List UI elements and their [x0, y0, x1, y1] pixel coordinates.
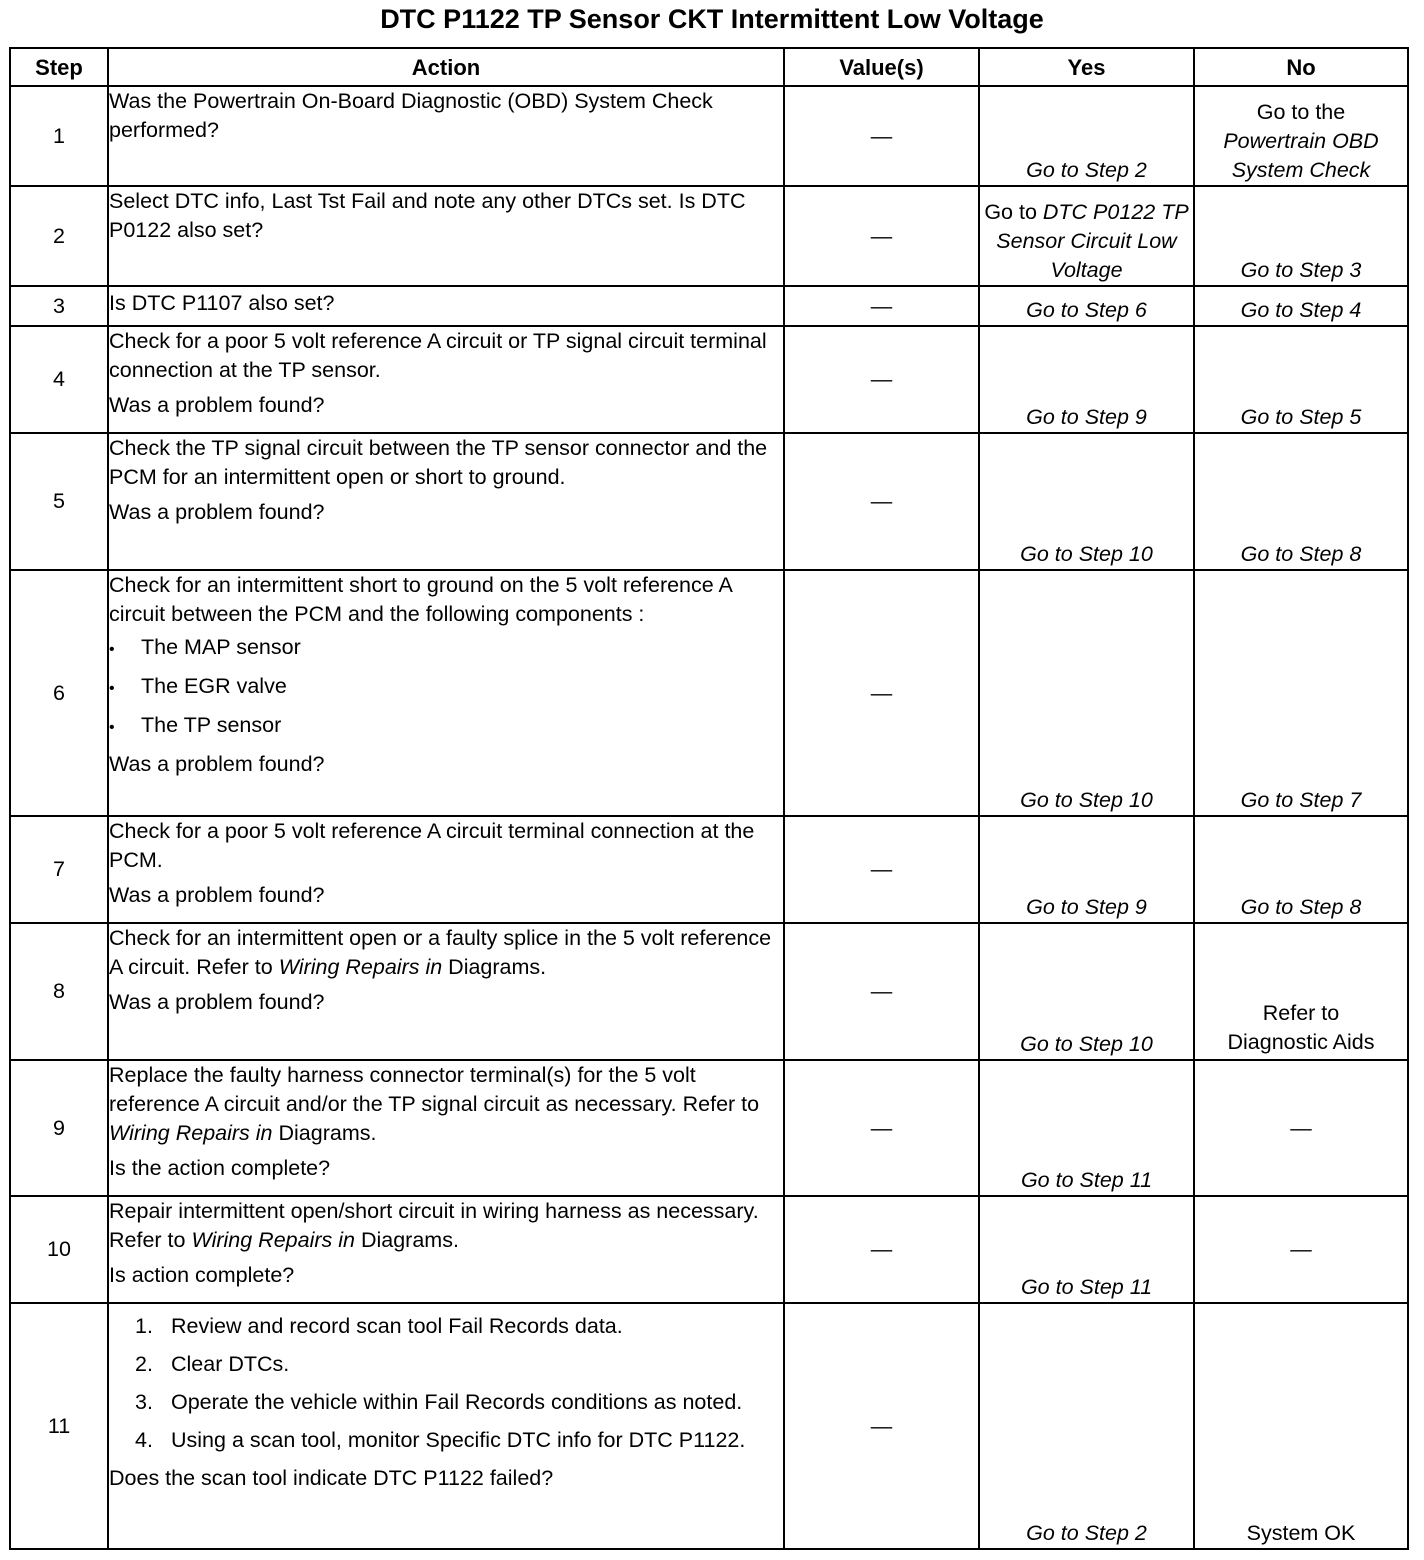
no-cell: — [1194, 1196, 1408, 1303]
value-cell: — [784, 286, 979, 326]
action-cell [108, 1060, 784, 1196]
action-text: Was the Powertrain On-Board Diagnostic (OBD) System Check performed? [109, 89, 713, 142]
action-text-part: Check for an intermittent open or a faulty splice in the 5 volt reference A circuit. Refer to [109, 926, 772, 979]
step-number: 3 [10, 286, 108, 326]
header-no: No [1194, 48, 1408, 86]
yes-cell: Go to Step 9 [979, 326, 1194, 433]
yes-cell: Go to Step 11 [979, 1060, 1194, 1196]
action-question: Is action complete? [109, 1263, 295, 1287]
action-text: Select DTC info, Last Tst Fail and note any other DTCs set. Is DTC P0122 also set? [109, 189, 746, 242]
list-item [135, 1350, 783, 1379]
action-text-part: Diagrams. [448, 955, 547, 979]
table-row [10, 816, 1408, 923]
step-number: 8 [10, 923, 108, 1060]
table-row [10, 186, 1408, 286]
action-cell [108, 286, 784, 326]
list-item [135, 1426, 783, 1455]
step-number: 11 [10, 1303, 108, 1549]
action-text [109, 1197, 783, 1255]
yes-link: DTC P0122 TP Sensor Circuit Low Voltage [996, 200, 1189, 282]
action-cell [108, 570, 784, 816]
no-cell: Go to Step 5 [1194, 326, 1408, 433]
header-action: Action [108, 48, 784, 86]
action-text: Is DTC P1107 also set? [109, 291, 335, 315]
step-number: 2 [10, 186, 108, 286]
value-cell: — [784, 1303, 979, 1549]
yes-cell: Go to Step 10 [979, 433, 1194, 570]
header-yes: Yes [979, 48, 1194, 86]
table-row [10, 86, 1408, 186]
yes-cell: Go to Step 6 [979, 286, 1194, 326]
item-text: Using a scan tool, monitor Specific DTC info for DTC P1122. [171, 1428, 746, 1452]
no-link: Powertrain OBD System Check [1223, 129, 1379, 182]
action-cell [108, 86, 784, 186]
action-question: Was a problem found? [109, 990, 325, 1014]
wiring-repairs-reference: Wiring Repairs in [109, 1121, 273, 1145]
table-row [10, 433, 1408, 570]
action-text-part: Diagrams. [360, 1228, 459, 1252]
no-cell [1194, 86, 1408, 186]
step-number: 1 [10, 86, 108, 186]
no-cell: Go to Step 8 [1194, 816, 1408, 923]
yes-cell: Go to Step 9 [979, 816, 1194, 923]
item-number: 4. [135, 1428, 153, 1452]
value-cell: — [784, 326, 979, 433]
action-cell [108, 1303, 784, 1549]
no-cell: Refer to Diagnostic Aids [1194, 923, 1408, 1060]
no-cell: Go to Step 7 [1194, 570, 1408, 816]
action-cell [108, 433, 784, 570]
item-text: Review and record scan tool Fail Records data. [171, 1314, 623, 1338]
table-row [10, 923, 1408, 1060]
value-cell: — [784, 923, 979, 1060]
action-cell [108, 816, 784, 923]
item-text: Operate the vehicle within Fail Records conditions as noted. [171, 1390, 743, 1414]
diagnostic-table [9, 47, 1409, 1550]
component-list [109, 633, 783, 742]
wiring-repairs-reference: Wiring Repairs in [278, 955, 443, 979]
procedure-list [109, 1312, 783, 1455]
table-row [10, 1196, 1408, 1303]
page-title: DTC P1122 TP Sensor CKT Intermittent Low Voltage [380, 4, 1044, 34]
action-cell [108, 1196, 784, 1303]
step-number: 7 [10, 816, 108, 923]
step-number: 9 [10, 1060, 108, 1196]
action-question: Is the action complete? [109, 1156, 331, 1180]
step-number: 5 [10, 433, 108, 570]
action-text [109, 924, 783, 982]
action-cell [108, 186, 784, 286]
action-text: Check for a poor 5 volt reference A circuit or TP signal circuit terminal connection at the TP sensor. [109, 329, 767, 382]
item-number: 3. [135, 1390, 153, 1414]
no-text: Go to the [1256, 100, 1346, 124]
yes-cell: Go to Step 10 [979, 570, 1194, 816]
no-cell: — [1194, 1060, 1408, 1196]
table-row [10, 1303, 1408, 1549]
list-item [135, 1312, 783, 1341]
action-text-part: Replace the faulty harness connector terminal(s) for the 5 volt reference A circuit and/or the TP signal circuit as necessary. Refer to [109, 1063, 760, 1116]
table-row [10, 326, 1408, 433]
wiring-repairs-reference: Wiring Repairs in [191, 1228, 355, 1252]
no-cell: Go to Step 4 [1194, 286, 1408, 326]
list-item [135, 1388, 783, 1417]
table-row [10, 286, 1408, 326]
value-cell: — [784, 570, 979, 816]
item-text: Clear DTCs. [171, 1352, 290, 1376]
action-question: Was a problem found? [109, 500, 325, 524]
action-text-part: Diagrams. [278, 1121, 377, 1145]
no-cell: Go to Step 3 [1194, 186, 1408, 286]
list-item: • The TP sensor [141, 711, 783, 742]
action-text: Check for an intermittent short to ground on the 5 volt reference A circuit between the PCM and the following components : [109, 573, 732, 626]
yes-cell: Go to Step 10 [979, 923, 1194, 1060]
action-text [109, 1061, 783, 1148]
header-values: Value(s) [784, 48, 979, 86]
action-text-part: Repair intermittent open/short circuit in wiring harness as necessary. Refer to [109, 1199, 759, 1252]
value-cell: — [784, 1196, 979, 1303]
value-cell: — [784, 1060, 979, 1196]
yes-cell [979, 186, 1194, 286]
action-question: Was a problem found? [109, 393, 325, 417]
item-number: 2. [135, 1352, 153, 1376]
step-number: 4 [10, 326, 108, 433]
action-question: Was a problem found? [109, 883, 325, 907]
yes-text: Go to [984, 200, 1037, 224]
list-item: • The MAP sensor [141, 633, 783, 664]
action-question: Was a problem found? [109, 752, 325, 776]
action-cell [108, 326, 784, 433]
step-number: 10 [10, 1196, 108, 1303]
value-cell: — [784, 186, 979, 286]
value-cell: — [784, 433, 979, 570]
action-question: Does the scan tool indicate DTC P1122 failed? [109, 1466, 554, 1490]
action-text: Check for a poor 5 volt reference A circuit terminal connection at the PCM. [109, 819, 755, 872]
value-cell: — [784, 86, 979, 186]
item-number: 1. [135, 1314, 153, 1338]
yes-cell: Go to Step 11 [979, 1196, 1194, 1303]
header-row [10, 48, 1408, 86]
step-number: 6 [10, 570, 108, 816]
value-cell: — [784, 816, 979, 923]
header-step: Step [10, 48, 108, 86]
action-cell [108, 923, 784, 1060]
list-item: • The EGR valve [141, 672, 783, 703]
no-cell: Go to Step 8 [1194, 433, 1408, 570]
yes-cell: Go to Step 2 [979, 86, 1194, 186]
table-row [10, 1060, 1408, 1196]
table-row [10, 570, 1408, 816]
action-text: Check the TP signal circuit between the TP sensor connector and the PCM for an intermittent open or short to ground. [109, 436, 768, 489]
no-cell: System OK [1194, 1303, 1408, 1549]
yes-cell: Go to Step 2 [979, 1303, 1194, 1549]
